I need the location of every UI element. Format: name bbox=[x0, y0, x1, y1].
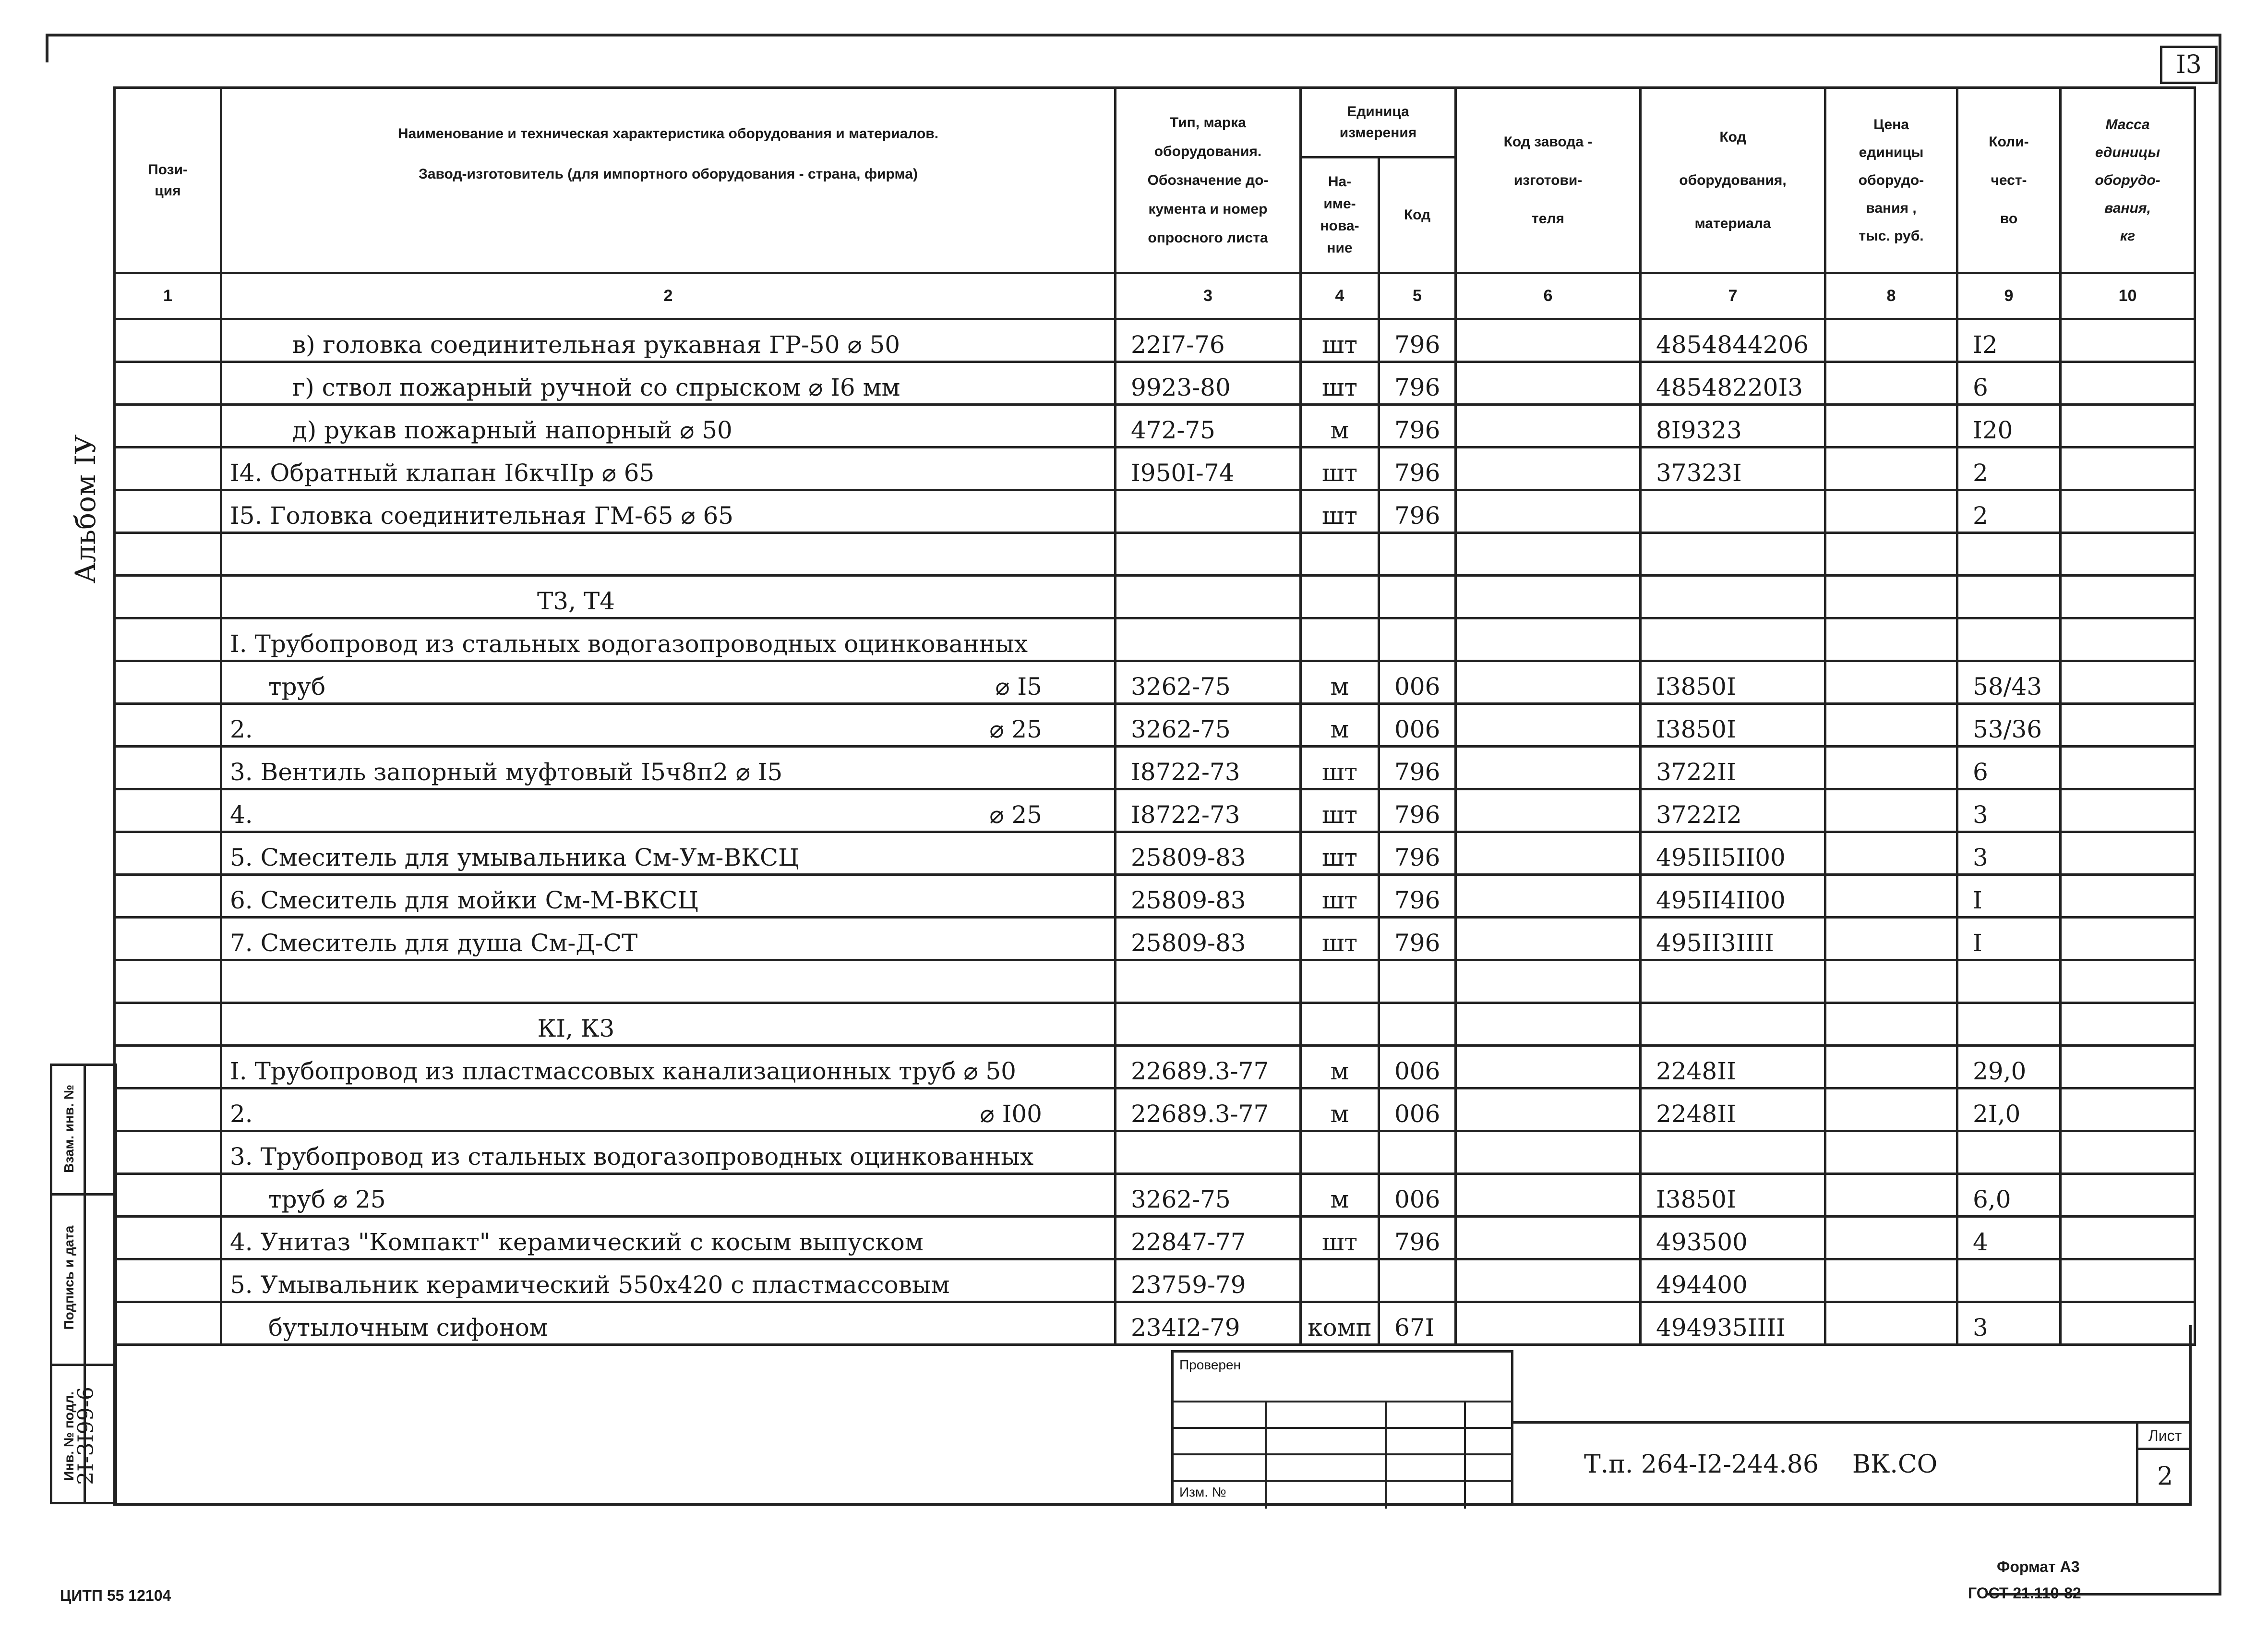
item-document: 23759-79 bbox=[1116, 1259, 1301, 1302]
item-document bbox=[1116, 618, 1301, 661]
item-document: 22847-77 bbox=[1116, 1217, 1301, 1259]
stamp-inv-label: Изм. № bbox=[1179, 1485, 1226, 1499]
item-quantity bbox=[1957, 576, 2061, 618]
frame-lower-bottom bbox=[113, 1503, 2192, 1506]
item-name bbox=[221, 960, 1116, 1003]
inv-no-value: 2I-3I99-6 bbox=[73, 1387, 98, 1485]
item-name: 2. ⌀ 25 bbox=[221, 704, 1116, 747]
sheet-number-box bbox=[2136, 1421, 2192, 1505]
table-row bbox=[115, 918, 2195, 960]
item-unit bbox=[1301, 960, 1379, 1003]
table-row bbox=[115, 747, 2195, 789]
item-unit: м bbox=[1301, 405, 1379, 447]
item-document bbox=[1116, 1003, 1301, 1046]
table-row bbox=[115, 1131, 2195, 1174]
table-row bbox=[115, 1259, 2195, 1302]
item-code bbox=[1641, 490, 1825, 533]
item-code: 494400 bbox=[1641, 1259, 1825, 1302]
column-number: 6 bbox=[1456, 273, 1641, 319]
item-unit-code: 796 bbox=[1379, 447, 1456, 490]
item-code bbox=[1641, 576, 1825, 618]
item-unit-code bbox=[1379, 533, 1456, 576]
frame-lower-left bbox=[113, 1325, 116, 1505]
item-unit-code: 006 bbox=[1379, 1046, 1456, 1088]
item-unit: шт bbox=[1301, 875, 1379, 918]
item-code: 495II4II00 bbox=[1641, 875, 1825, 918]
column-number: 8 bbox=[1825, 273, 1957, 319]
item-unit-code: 006 bbox=[1379, 1088, 1456, 1131]
item-unit: м bbox=[1301, 1088, 1379, 1131]
item-quantity: I bbox=[1957, 875, 2061, 918]
item-unit-code bbox=[1379, 1131, 1456, 1174]
item-name: 7. Смеситель для душа См-Д-СТ bbox=[221, 918, 1116, 960]
header-unit-price: Цена единицы оборудо- вания , тыс. руб. bbox=[1825, 88, 1957, 273]
item-name: 6. Смеситель для мойки См-М-ВКСЦ bbox=[221, 875, 1116, 918]
replace-inv-label: Взам. инв. № bbox=[61, 1085, 76, 1173]
item-name: I. Трубопровод из стальных водогазопроводных оцинкованных bbox=[221, 618, 1116, 661]
item-document: 25809-83 bbox=[1116, 918, 1301, 960]
header-unit-name: На- име- нова- ние bbox=[1301, 157, 1379, 273]
item-unit: м bbox=[1301, 661, 1379, 704]
gost-label: ГОСТ 21.110-82 bbox=[1968, 1584, 2081, 1602]
column-number: 10 bbox=[2061, 273, 2195, 319]
item-document: 25809-83 bbox=[1116, 875, 1301, 918]
item-unit-code bbox=[1379, 1003, 1456, 1046]
table-row bbox=[115, 661, 2195, 704]
item-code: 2248II bbox=[1641, 1088, 1825, 1131]
item-code: 2248II bbox=[1641, 1046, 1825, 1088]
header-unit-code: Код bbox=[1379, 157, 1456, 273]
item-document: 25809-83 bbox=[1116, 832, 1301, 875]
header-equipment-code: Код оборудования, материала bbox=[1641, 88, 1825, 273]
table-row bbox=[115, 960, 2195, 1003]
table-row bbox=[115, 1046, 2195, 1088]
item-document: 3262-75 bbox=[1116, 1174, 1301, 1217]
item-quantity bbox=[1957, 960, 2061, 1003]
item-unit: шт bbox=[1301, 789, 1379, 832]
item-quantity: 4 bbox=[1957, 1217, 2061, 1259]
item-name: 5. Смеситель для умывальника См-Ум-ВКСЦ bbox=[221, 832, 1116, 875]
item-unit-code: 796 bbox=[1379, 918, 1456, 960]
header-plant-code: Код завода - изготови- теля bbox=[1456, 88, 1641, 273]
table-row bbox=[115, 1003, 2195, 1046]
item-code: 495II3IIII bbox=[1641, 918, 1825, 960]
item-unit-code: 796 bbox=[1379, 832, 1456, 875]
item-document: 3262-75 bbox=[1116, 661, 1301, 704]
item-document: 9923-80 bbox=[1116, 362, 1301, 405]
sheet-label: Лист bbox=[2138, 1421, 2192, 1450]
item-quantity: 29,0 bbox=[1957, 1046, 2061, 1088]
item-quantity: I2 bbox=[1957, 319, 2061, 362]
item-unit: м bbox=[1301, 1174, 1379, 1217]
item-name: 3. Вентиль запорный муфтовый I5ч8п2 ⌀ I5 bbox=[221, 747, 1116, 789]
item-code bbox=[1641, 618, 1825, 661]
column-number: 3 bbox=[1116, 273, 1301, 319]
item-name: 5. Умывальник керамический 550х420 с пластмассовым bbox=[221, 1259, 1116, 1302]
column-number: 1 bbox=[115, 273, 221, 319]
item-document: I8722-73 bbox=[1116, 789, 1301, 832]
item-unit: шт bbox=[1301, 747, 1379, 789]
item-code: 37323I bbox=[1641, 447, 1825, 490]
item-name: 4. ⌀ 25 bbox=[221, 789, 1116, 832]
item-code: 495II5II00 bbox=[1641, 832, 1825, 875]
table-row bbox=[115, 490, 2195, 533]
table-row bbox=[115, 1088, 2195, 1131]
item-unit: шт bbox=[1301, 1217, 1379, 1259]
item-code: I3850I bbox=[1641, 1174, 1825, 1217]
item-unit-code: 796 bbox=[1379, 319, 1456, 362]
sheet-number: 2 bbox=[2157, 1462, 2173, 1491]
item-unit-code: 796 bbox=[1379, 747, 1456, 789]
table-row bbox=[115, 405, 2195, 447]
item-name: I4. Обратный клапан I6кчIIр ⌀ 65 bbox=[221, 447, 1116, 490]
item-unit bbox=[1301, 1003, 1379, 1046]
item-unit bbox=[1301, 1131, 1379, 1174]
item-code: I3850I bbox=[1641, 704, 1825, 747]
item-unit-code: 796 bbox=[1379, 490, 1456, 533]
item-document: 234I2-79 bbox=[1116, 1302, 1301, 1345]
table-row bbox=[115, 1174, 2195, 1217]
specification-table bbox=[113, 86, 2196, 1346]
column-number-row bbox=[115, 273, 2195, 319]
item-quantity: 6 bbox=[1957, 747, 2061, 789]
table-row bbox=[115, 875, 2195, 918]
table-row bbox=[115, 576, 2195, 618]
item-name: 3. Трубопровод из стальных водогазопроводных оцинкованных bbox=[221, 1131, 1116, 1174]
table-body bbox=[115, 319, 2195, 1345]
item-unit-code: 006 bbox=[1379, 1174, 1456, 1217]
item-code: 3722II bbox=[1641, 747, 1825, 789]
approval-stamp bbox=[1171, 1350, 1513, 1506]
frame-top-line bbox=[46, 34, 2220, 36]
item-unit-code bbox=[1379, 1259, 1456, 1302]
header-quantity: Коли- чест- во bbox=[1957, 88, 2061, 273]
item-unit-code: 796 bbox=[1379, 362, 1456, 405]
item-quantity: 3 bbox=[1957, 789, 2061, 832]
document-code: Т.п. 264-I2-244.86 ВК.СО bbox=[1584, 1450, 1938, 1479]
item-name: I5. Головка соединительная ГМ-65 ⌀ 65 bbox=[221, 490, 1116, 533]
item-unit bbox=[1301, 576, 1379, 618]
inv-no-label: Инв. № подл. bbox=[61, 1391, 76, 1481]
item-quantity: 2 bbox=[1957, 447, 2061, 490]
item-quantity bbox=[1957, 1003, 2061, 1046]
stamp-checked-label: Проверен bbox=[1179, 1357, 1241, 1372]
sign-date-label: Подпись и дата bbox=[61, 1225, 76, 1330]
item-unit-code: 796 bbox=[1379, 1217, 1456, 1259]
item-unit: шт bbox=[1301, 362, 1379, 405]
item-document bbox=[1116, 960, 1301, 1003]
table-row bbox=[115, 447, 2195, 490]
item-code bbox=[1641, 1003, 1825, 1046]
item-name: труб ⌀ 25 bbox=[221, 1174, 1116, 1217]
table-row bbox=[115, 704, 2195, 747]
item-unit: шт bbox=[1301, 832, 1379, 875]
item-quantity bbox=[1957, 1259, 2061, 1302]
item-code: 4854844206 bbox=[1641, 319, 1825, 362]
table-row bbox=[115, 1217, 2195, 1259]
item-name: КI, К3 bbox=[221, 1003, 1116, 1046]
item-code bbox=[1641, 960, 1825, 1003]
item-unit: шт bbox=[1301, 447, 1379, 490]
item-unit-code: 67I bbox=[1379, 1302, 1456, 1345]
column-number: 4 bbox=[1301, 273, 1379, 319]
header-type-doc: Тип, марка оборудования. Обозначение до- кумента и номер опросного листа bbox=[1116, 88, 1301, 273]
item-code bbox=[1641, 533, 1825, 576]
format-label: Формат А3 bbox=[1997, 1558, 2080, 1575]
title-block-top-line bbox=[1512, 1421, 2192, 1424]
item-document: I950I-74 bbox=[1116, 447, 1301, 490]
item-unit: шт bbox=[1301, 319, 1379, 362]
frame-right-line bbox=[2219, 34, 2221, 1594]
item-code bbox=[1641, 1131, 1825, 1174]
item-document: 472-75 bbox=[1116, 405, 1301, 447]
item-code: 3722I2 bbox=[1641, 789, 1825, 832]
table-row bbox=[115, 618, 2195, 661]
item-document bbox=[1116, 1131, 1301, 1174]
item-quantity: 3 bbox=[1957, 832, 2061, 875]
side-stamp bbox=[50, 1064, 117, 1504]
item-name: труб ⌀ I5 bbox=[221, 661, 1116, 704]
header-unit-group: Единица измерения bbox=[1301, 88, 1456, 157]
item-code: 494935IIII bbox=[1641, 1302, 1825, 1345]
header-mass: Масса единицы оборудо- вания, кг bbox=[2061, 88, 2195, 273]
item-quantity: 6,0 bbox=[1957, 1174, 2061, 1217]
item-name: в) головка соединительная рукавная ГР-50 ⌀ 50 bbox=[221, 319, 1116, 362]
table-row bbox=[115, 1302, 2195, 1345]
item-code: I3850I bbox=[1641, 661, 1825, 704]
item-unit bbox=[1301, 1259, 1379, 1302]
item-code: 48548220I3 bbox=[1641, 362, 1825, 405]
item-document: I8722-73 bbox=[1116, 747, 1301, 789]
item-code: 493500 bbox=[1641, 1217, 1825, 1259]
item-unit-code bbox=[1379, 960, 1456, 1003]
table-row bbox=[115, 789, 2195, 832]
item-document: 3262-75 bbox=[1116, 704, 1301, 747]
item-name: 4. Унитаз "Компакт" керамический с косым выпуском bbox=[221, 1217, 1116, 1259]
item-unit-code bbox=[1379, 576, 1456, 618]
item-unit: м bbox=[1301, 1046, 1379, 1088]
item-quantity: 58/43 bbox=[1957, 661, 2061, 704]
item-unit bbox=[1301, 618, 1379, 661]
item-document: 22689.3-77 bbox=[1116, 1046, 1301, 1088]
table-row bbox=[115, 533, 2195, 576]
column-number: 2 bbox=[221, 273, 1116, 319]
item-name bbox=[221, 533, 1116, 576]
item-unit-code bbox=[1379, 618, 1456, 661]
table-row bbox=[115, 362, 2195, 405]
item-unit-code: 006 bbox=[1379, 704, 1456, 747]
item-quantity: 6 bbox=[1957, 362, 2061, 405]
item-quantity: 53/36 bbox=[1957, 704, 2061, 747]
item-quantity bbox=[1957, 533, 2061, 576]
item-unit: шт bbox=[1301, 918, 1379, 960]
item-code: 8I9323 bbox=[1641, 405, 1825, 447]
frame-top-tick bbox=[46, 34, 48, 62]
column-number: 9 bbox=[1957, 273, 2061, 319]
tsitp-label: ЦИТП 55 12104 bbox=[60, 1587, 171, 1604]
item-document: 22I7-76 bbox=[1116, 319, 1301, 362]
item-document bbox=[1116, 490, 1301, 533]
table-row bbox=[115, 319, 2195, 362]
album-label: Альбом IУ bbox=[69, 434, 102, 584]
item-unit-code: 796 bbox=[1379, 875, 1456, 918]
item-name: г) ствол пожарный ручной со спрыском ⌀ I6 мм bbox=[221, 362, 1116, 405]
item-unit-code: 796 bbox=[1379, 789, 1456, 832]
item-unit-code: 796 bbox=[1379, 405, 1456, 447]
header-name: Наименование и техническая характеристика оборудования и материалов. Завод-изготовитель (для импортного оборудования - страна, фирма) bbox=[221, 88, 1116, 273]
sheet-corner-number: I3 bbox=[2160, 46, 2218, 84]
column-number: 7 bbox=[1641, 273, 1825, 319]
item-unit: комп bbox=[1301, 1302, 1379, 1345]
item-unit: шт bbox=[1301, 490, 1379, 533]
item-quantity bbox=[1957, 618, 2061, 661]
item-quantity: I20 bbox=[1957, 405, 2061, 447]
item-unit: м bbox=[1301, 704, 1379, 747]
item-quantity: 3 bbox=[1957, 1302, 2061, 1345]
item-quantity bbox=[1957, 1131, 2061, 1174]
item-quantity: 2I,0 bbox=[1957, 1088, 2061, 1131]
column-number: 5 bbox=[1379, 273, 1456, 319]
item-document: 22689.3-77 bbox=[1116, 1088, 1301, 1131]
table-row bbox=[115, 832, 2195, 875]
item-document bbox=[1116, 533, 1301, 576]
item-quantity: I bbox=[1957, 918, 2061, 960]
header-position: Пози- ция bbox=[115, 88, 221, 273]
item-unit-code: 006 bbox=[1379, 661, 1456, 704]
item-name: 2. ⌀ I00 bbox=[221, 1088, 1116, 1131]
item-document bbox=[1116, 576, 1301, 618]
item-name: I. Трубопровод из пластмассовых канализационных труб ⌀ 50 bbox=[221, 1046, 1116, 1088]
item-quantity: 2 bbox=[1957, 490, 2061, 533]
item-name: бутылочным сифоном bbox=[221, 1302, 1116, 1345]
item-name: Т3, Т4 bbox=[221, 576, 1116, 618]
table-header-row bbox=[115, 88, 2195, 157]
item-unit bbox=[1301, 533, 1379, 576]
item-name: д) рукав пожарный напорный ⌀ 50 bbox=[221, 405, 1116, 447]
